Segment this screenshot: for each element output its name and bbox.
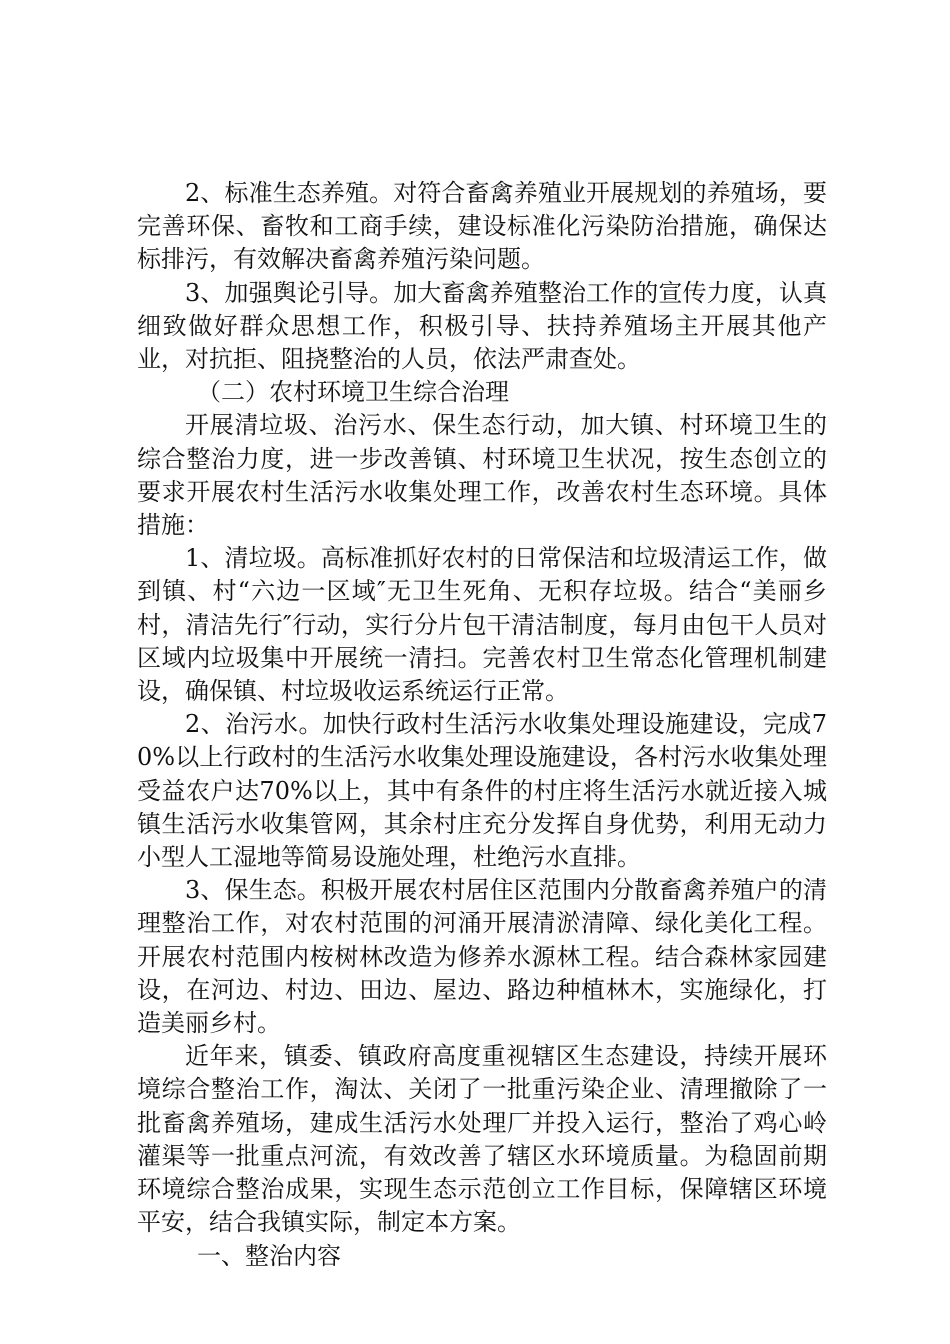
document-body xyxy=(137,177,827,1273)
paragraph-sanitation-intro: 开展清垃圾、治污水、保生态行动，加大镇、村环境卫生的综合整治力度，进一步改善镇、村环境卫生状况，按生态创立的要求开展农村生活污水收集处理工作，改善农村生态环境。具体措施： xyxy=(137,411,827,540)
paragraph-public-opinion: 3、加强舆论引导。加大畜禽养殖整治工作的宣传力度，认真细致做好群众思想工作，积极引导、扶持养殖场主开展其他产业，对抗拒、阻挠整治的人员，依法严肃查处。 xyxy=(137,278,827,374)
section-heading-rectification-content: 一、整治内容 xyxy=(197,1241,341,1270)
paragraph-standard-breeding: 2、标准生态养殖。对符合畜禽养殖业开展规划的养殖场，要完善环保、畜牧和工商手续，建设标准化污染防治措施，确保达标排污，有效解决畜禽养殖污染问题。 xyxy=(137,179,827,274)
section-heading-rural-sanitation: （二）农村环境卫生综合治理 xyxy=(197,378,509,407)
paragraph-protect-ecology: 3、保生态。积极开展农村居住区范围内分散畜禽养殖户的清理整治工作，对农村范围的河涌开展清淤清障、绿化美化工程。开展农村范围内桉树林改造为修养水源林工程。结合森林家园建设，在河边、村边、田边、屋边、路边种植林木，实施绿化，打造美丽乡村。 xyxy=(137,876,827,1038)
paragraph-background: 近年来，镇委、镇政府高度重视辖区生态建设，持续开展环境综合整治工作，淘汰、关闭了一批重污染企业、清理撤除了一批畜禽养殖场，建成生活污水处理厂并投入运行，整治了鸡心岭灌渠等一批重点河流，有效改善了辖区水环境质量。为稳固前期环境综合整治成果，实现生态示范创立工作目标，保障辖区环境平安，结合我镇实际，制定本方案。 xyxy=(137,1042,827,1237)
paragraph-treat-sewage: 2、治污水。加快行政村生活污水收集处理设施建设，完成70%以上行政村的生活污水收集处理设施建设，各村污水收集处理受益农户达70%以上，其中有条件的村庄将生活污水就近接入城镇生活污水收集管网，其余村庄充分发挥自身优势，利用无动力小型人工湿地等简易设施处理，杜绝污水直排。 xyxy=(137,710,827,872)
paragraph-clear-garbage: 1、清垃圾。高标准抓好农村的日常保洁和垃圾清运工作，做到镇、村“六边一区域″无卫生死角、无积存垃圾。结合“美丽乡村，清洁先行″行动，实行分片包干清洁制度，每月由包干人员对区域内垃圾集中开展统一清扫。完善农村卫生常态化管理机制建设，确保镇、村垃圾收运系统运行正常。 xyxy=(137,544,827,706)
